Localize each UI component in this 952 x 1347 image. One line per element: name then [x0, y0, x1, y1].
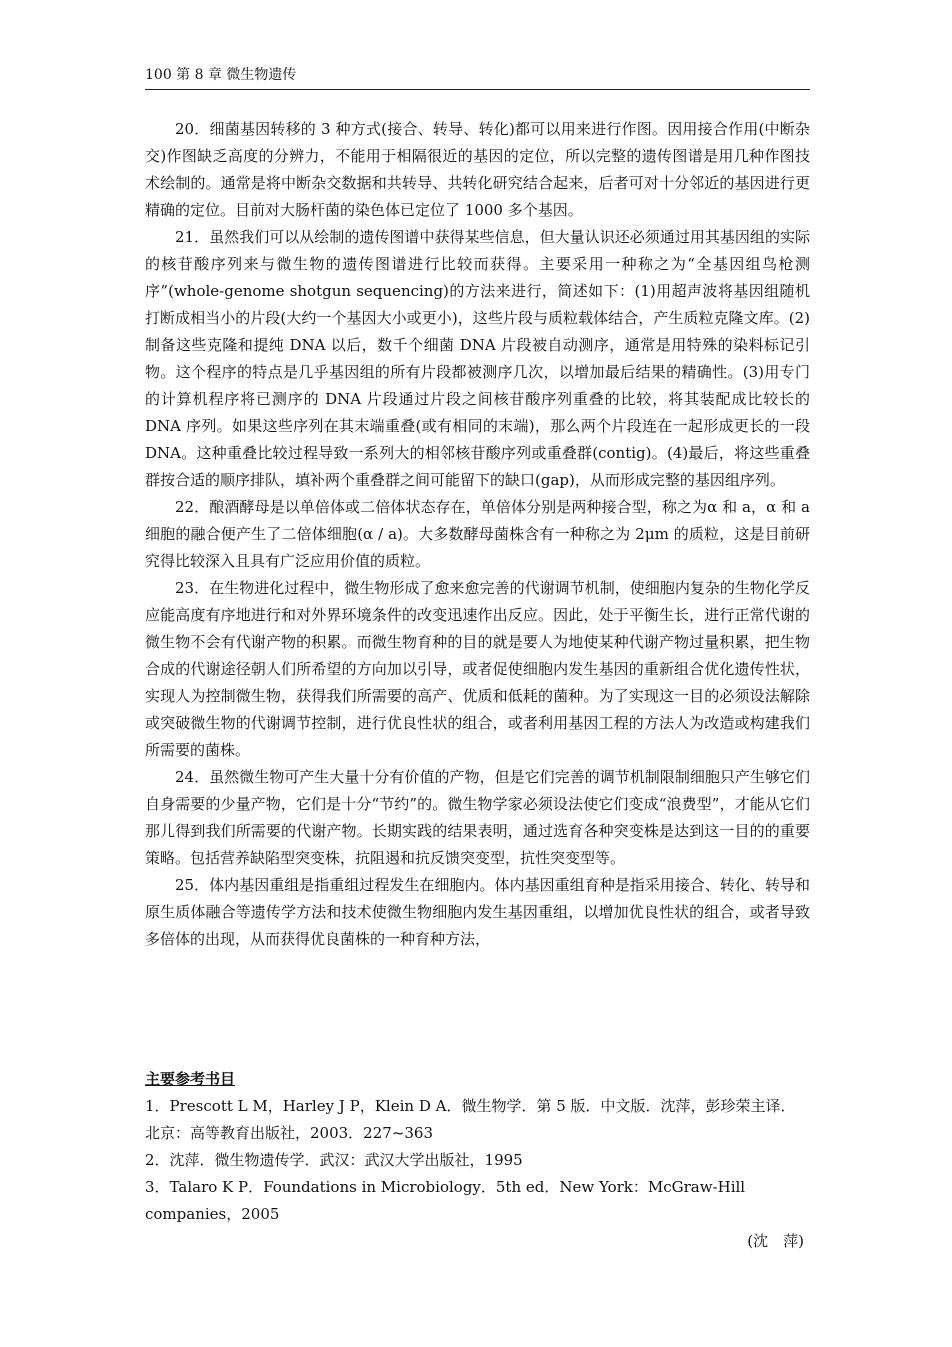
paragraph-25: 25．体内基因重组是指重组过程发生在细胞内。体内基因重组育种是指采用接合、转化、转导和原生质体融合等遗传学方法和技术使微生物细胞内发生基因重组，以增加优良性状的组合，或者导致多倍体的出现，从而获得优良菌株的一种育种方法，: [145, 876, 810, 948]
paragraph-21: 21．虽然我们可以从绘制的遗传图谱中获得某些信息，但大量认识还必须通过用其基因组的实际的核苷酸序列来与微生物的遗传图谱进行比较而获得。主要采用一种称之为“全基因组鸟枪测序”(whole-genome shotgun sequencing)的方法来进行，简述如下：(1)用超声波将基因组随机打断成相当小的片段(大约一个基因大小或更小)，这些片段与质粒载体结合，产生质粒克隆文库。(2)制备这些克隆和提纯 DNA 以后，数千个细菌 DNA 片段被自动测序，通常是用特殊的染料标记引物。这个程序的特点是几乎基因组的所有片段都被测序几次，以增加最后结果的精确性。(3)用专门的计算机程序将已测序的 DNA 片段通过片段之间核苷酸序列重叠的比较，将其装配成比较长的 DNA 序列。如果这些序列在其末端重叠(或有相同的末端)，那么两个片段连在一起形成更长的一段 DNA。这种重叠比较过程导致一系列大的相邻核苷酸序列或重叠群(contig)。(4)最后，将这些重叠群按合适的顺序排队，填补两个重叠群之间可能留下的缺口(gap)，从而形成完整的基因组序列。: [145, 228, 810, 489]
paragraph-23: 23．在生物进化过程中，微生物形成了愈来愈完善的代谢调节机制，使细胞内复杂的生物化学反应能高度有序地进行和对外界环境条件的改变迅速作出反应。因此，处于平衡生长，进行正常代谢的微生物不会有代谢产物的积累。而微生物育种的目的就是要人为地使某种代谢产物过量积累，把生物合成的代谢途径朝人们所希望的方向加以引导，或者促使细胞内发生基因的重新组合优化遗传性状，实现人为控制微生物，获得我们所需要的高产、优质和低耗的菌种。为了实现这一目的必须设法解除或突破微生物的代谢调节控制，进行优良性状的组合，或者利用基因工程的方法人为改造或构建我们所需要的菌株。: [145, 579, 810, 759]
paragraph-24: 24．虽然微生物可产生大量十分有价值的产物，但是它们完善的调节机制限制细胞只产生够它们自身需要的少量产物，它们是十分“节约”的。微生物学家必须设法使它们变成“浪费型”，才能从它们那儿得到我们所需要的代谢产物。长期实践的结果表明，通过选育各种突变株是达到这一目的的重要策略。包括营养缺陷型突变株，抗阻遏和抗反馈突变型，抗性突变型等。: [145, 768, 810, 867]
chapter-author: (沈 萍): [747, 1232, 804, 1250]
reference-item-3: 3．Talaro K P．Foundations in Microbiology．5th ed．New York：McGraw-Hill companies，2005: [145, 1178, 746, 1223]
paragraph-22: 22．酿酒酵母是以单倍体或二倍体状态存在，单倍体分别是两种接合型，称之为α 和 a，α 和 a 细胞的融合便产生了二倍体细胞(α / a)。大多数酵母菌株含有一种称之为 2μm 的质粒，这是目前研究得比较深入且具有广泛应用价值的质粒。: [145, 498, 810, 570]
body-text: [145, 116, 810, 953]
reference-item-2: 2．沈萍．微生物遗传学．武汉：武汉大学出版社，1995: [145, 1151, 523, 1169]
references-section: [145, 1066, 810, 1255]
reference-item-1: 1．Prescott L M，Harley J P，Klein D A．微生物学．第 5 版．中文版．沈萍，彭珍荣主译．北京：高等教育出版社，2003．227~363: [145, 1097, 796, 1142]
paragraph-20: 20．细菌基因转移的 3 种方式(接合、转导、转化)都可以用来进行作图。因用接合作用(中断杂交)作图缺乏高度的分辨力，不能用于相隔很近的基因的定位，所以完整的遗传图谱是用几种作图技术绘制的。通常是将中断杂交数据和共转导、共转化研究结合起来，后者可对十分邻近的基因进行更精确的定位。目前对大肠杆菌的染色体已定位了 1000 多个基因。: [145, 120, 810, 219]
page-header: 100 第 8 章 微生物遗传: [145, 66, 810, 90]
references-title: 主要参考书目: [145, 1070, 236, 1088]
